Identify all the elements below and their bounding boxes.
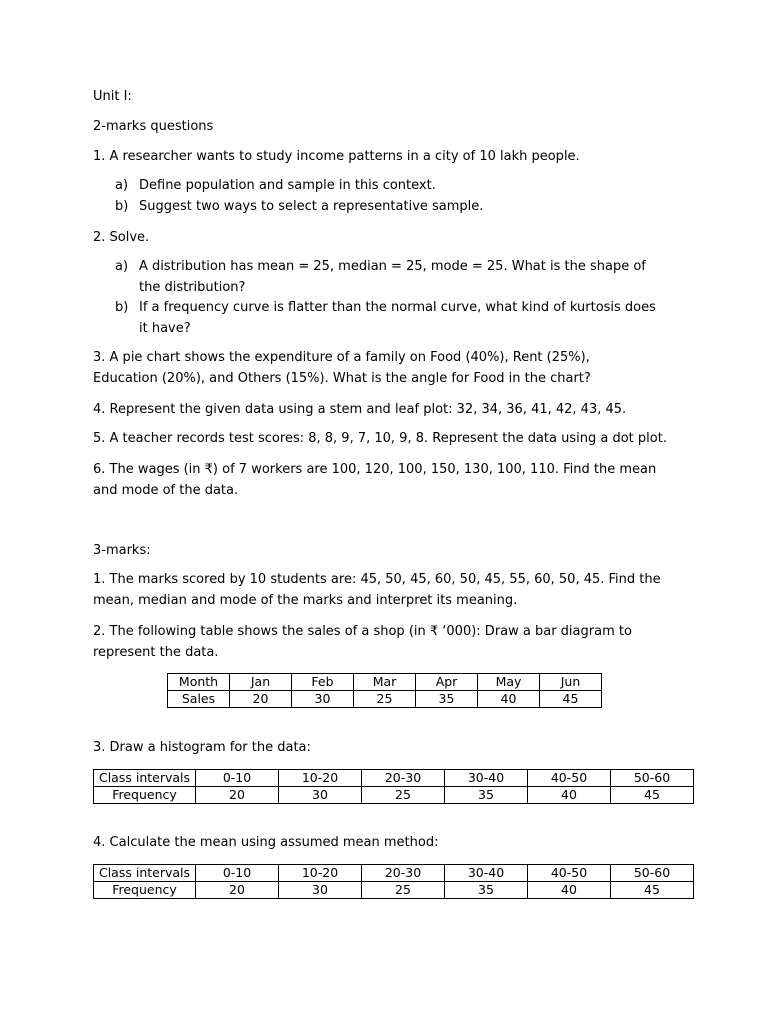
table-cell: 45 — [540, 691, 602, 708]
table-cell: Sales — [168, 691, 230, 708]
question-2m-4: 4. Represent the given data using a stem and leaf plot: 32, 34, 36, 41, 42, 43, 45. — [93, 402, 627, 417]
question-2m-1a — [115, 176, 675, 197]
question-2m-6: 6. The wages (in ₹) of 7 workers are 100, 120, 100, 150, 130, 100, 110. Find the mean and mode of the data. — [93, 462, 657, 498]
table-cell: Jan — [230, 674, 292, 691]
question-3m-1: 1. The marks scored by 10 students are: 45, 50, 45, 60, 50, 45, 55, 60, 50, 45. Find the mean, median and mode of the marks and interpret its meaning. — [93, 572, 661, 608]
sub-label: a) — [115, 178, 129, 193]
table-cell: 20 — [230, 691, 292, 708]
table-cell: 20 — [196, 882, 279, 899]
question-2m-1b — [115, 197, 675, 218]
mean-table — [93, 864, 694, 899]
table-cell: Feb — [292, 674, 354, 691]
table-cell: Class intervals — [94, 865, 196, 882]
sub-text: If a frequency curve is flatter than the normal curve, what kind of kurtosis does it have? — [139, 300, 656, 336]
table-cell: 30 — [292, 691, 354, 708]
three-marks-heading: 3-marks: — [93, 543, 151, 558]
table-cell: 50-60 — [611, 865, 694, 882]
table-cell: 0-10 — [196, 865, 279, 882]
table-cell: 40 — [478, 691, 540, 708]
table-cell: May — [478, 674, 540, 691]
sub-text: A distribution has mean = 25, median = 25, mode = 25. What is the shape of the distribution? — [139, 259, 646, 295]
table-cell: 40-50 — [528, 865, 611, 882]
question-2m-5: 5. A teacher records test scores: 8, 8, 9, 7, 10, 9, 8. Represent the data using a dot plot. — [93, 431, 667, 446]
table-cell: 30-40 — [445, 770, 528, 787]
table-row — [94, 882, 694, 899]
sub-text: Suggest two ways to select a representative sample. — [139, 199, 484, 214]
table-cell: Jun — [540, 674, 602, 691]
sub-label: b) — [115, 300, 129, 315]
table-cell: 40 — [528, 787, 611, 804]
table-cell: Month — [168, 674, 230, 691]
table-cell: 25 — [362, 787, 445, 804]
table-cell: 35 — [445, 787, 528, 804]
question-3m-3: 3. Draw a histogram for the data: — [93, 740, 311, 755]
unit-heading: Unit I: — [93, 89, 132, 104]
question-2m-2: 2. Solve. — [93, 230, 150, 245]
table-row — [94, 787, 694, 804]
table-cell: 0-10 — [196, 770, 279, 787]
table-cell: Frequency — [94, 787, 196, 804]
table-cell: 50-60 — [611, 770, 694, 787]
table-cell: 45 — [611, 787, 694, 804]
table-row — [168, 674, 602, 691]
table-row — [94, 865, 694, 882]
table-cell: 25 — [354, 691, 416, 708]
table-cell: Mar — [354, 674, 416, 691]
table-cell: 40 — [528, 882, 611, 899]
histogram-table — [93, 769, 694, 804]
question-3m-4: 4. Calculate the mean using assumed mean method: — [93, 835, 439, 850]
table-cell: 40-50 — [528, 770, 611, 787]
question-2m-3: 3. A pie chart shows the expenditure of a family on Food (40%), Rent (25%), Education (20%), and Others (15%). What is the angle for Food in the chart? — [93, 350, 591, 386]
question-2m-2b — [115, 298, 660, 339]
table-row — [168, 691, 602, 708]
table-cell: Class intervals — [94, 770, 196, 787]
table-cell: 30 — [279, 882, 362, 899]
question-2m-1: 1. A researcher wants to study income patterns in a city of 10 lakh people. — [93, 149, 580, 164]
table-cell: Frequency — [94, 882, 196, 899]
sub-label: b) — [115, 199, 129, 214]
table-cell: 45 — [611, 882, 694, 899]
table-cell: 10-20 — [279, 770, 362, 787]
sales-table — [167, 673, 602, 708]
table-row — [94, 770, 694, 787]
table-cell: Apr — [416, 674, 478, 691]
question-3m-2: 2. The following table shows the sales of a shop (in ₹ ‘000): Draw a bar diagram to represent the data. — [93, 624, 632, 660]
table-cell: 30-40 — [445, 865, 528, 882]
table-cell: 30 — [279, 787, 362, 804]
table-cell: 20-30 — [362, 770, 445, 787]
table-cell: 20 — [196, 787, 279, 804]
two-marks-heading: 2-marks questions — [93, 119, 214, 134]
sub-text: Define population and sample in this context. — [139, 178, 436, 193]
question-2m-2a — [115, 257, 650, 298]
table-cell: 20-30 — [362, 865, 445, 882]
sub-label: a) — [115, 259, 129, 274]
table-cell: 10-20 — [279, 865, 362, 882]
table-cell: 35 — [416, 691, 478, 708]
table-cell: 25 — [362, 882, 445, 899]
table-cell: 35 — [445, 882, 528, 899]
